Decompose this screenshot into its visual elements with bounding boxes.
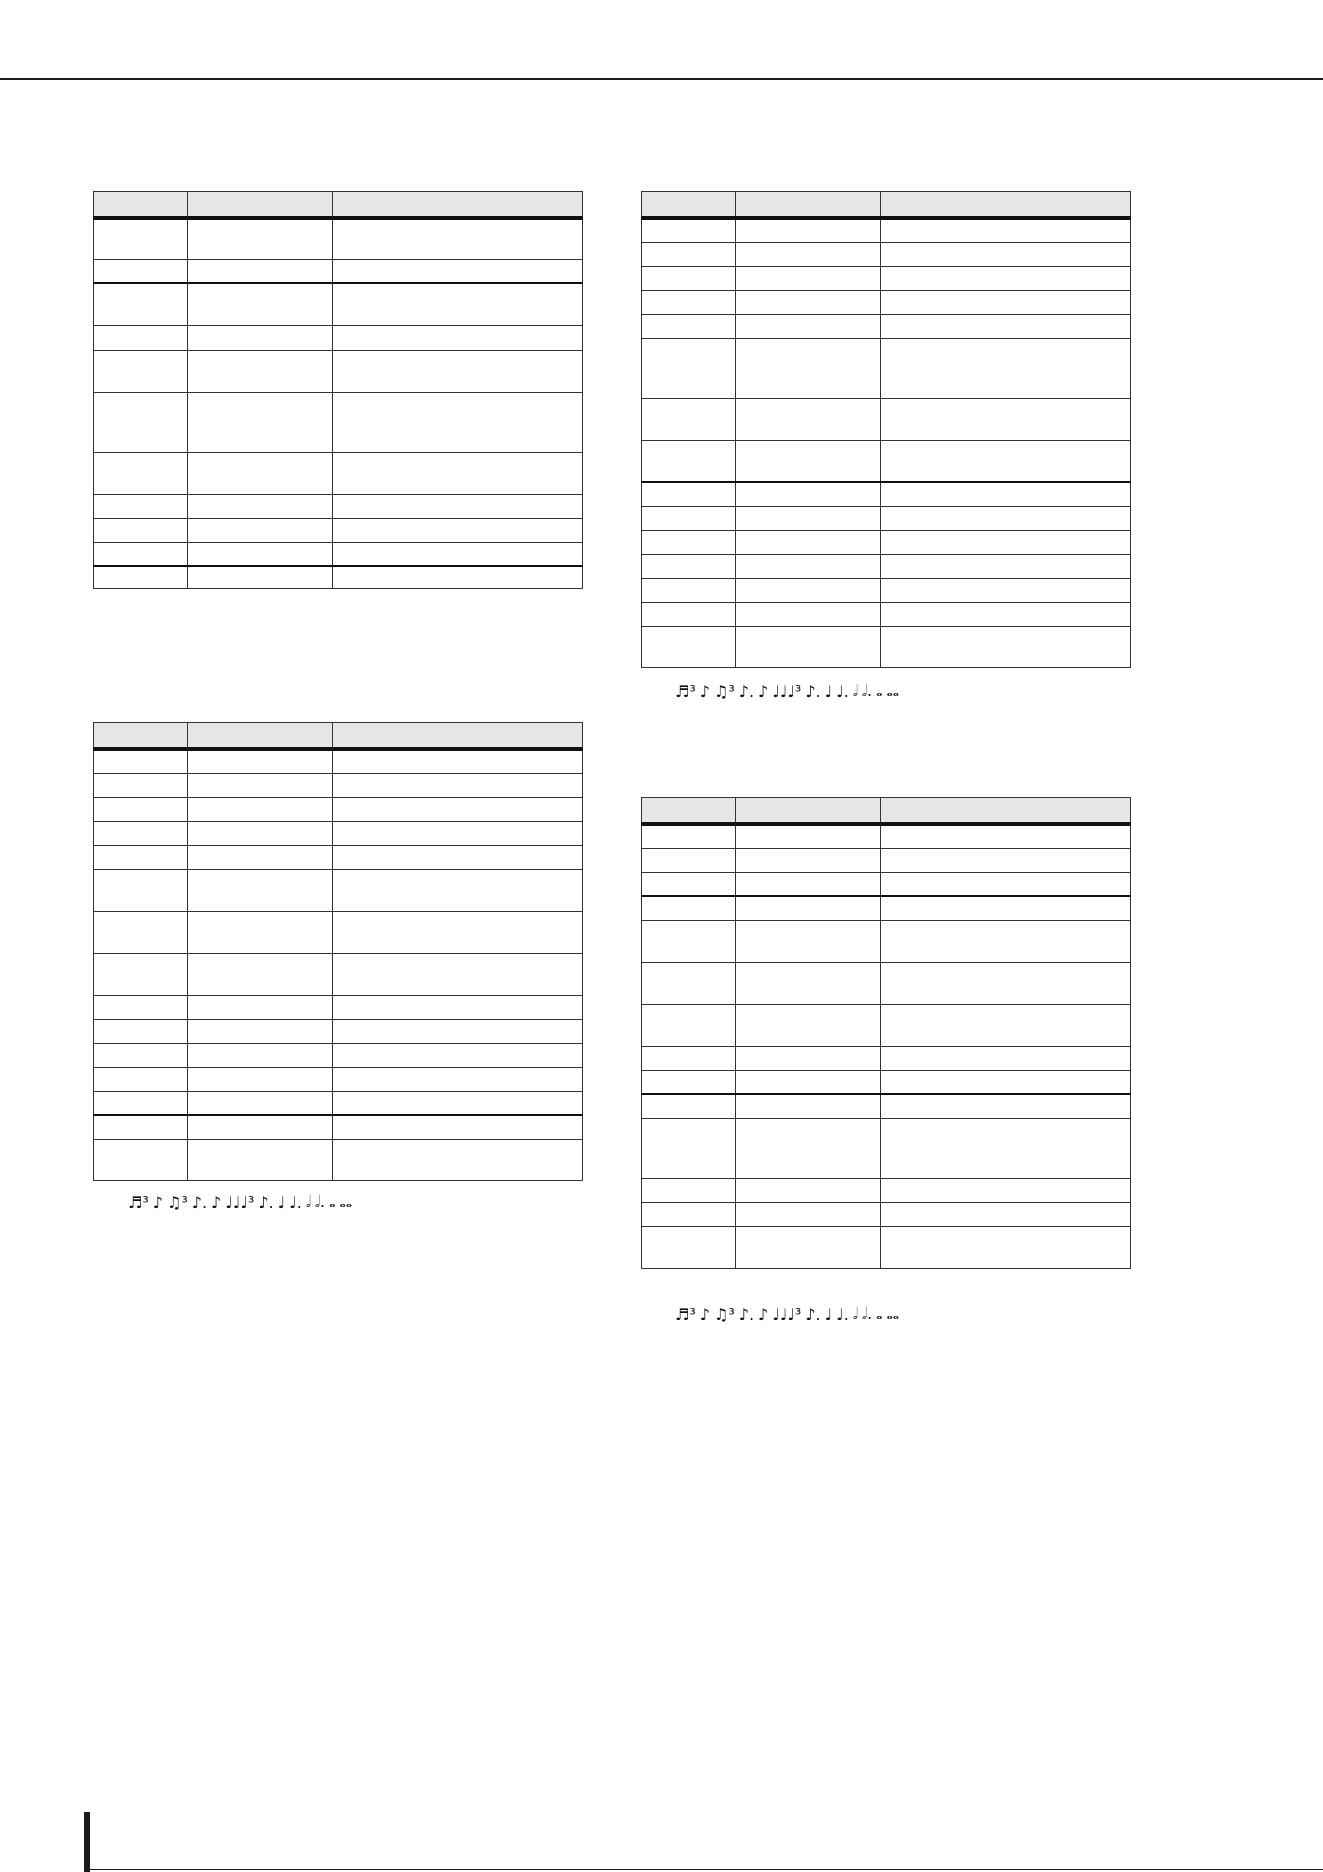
note-value-legend bbox=[128, 1190, 352, 1214]
note-value-icon: ♩♩♩³ bbox=[772, 1304, 802, 1324]
table-row bbox=[642, 242, 1131, 266]
table-row bbox=[642, 314, 1131, 338]
table-row bbox=[642, 266, 1131, 290]
table-row bbox=[642, 290, 1131, 314]
footer-rule bbox=[84, 1869, 1323, 1870]
table-row bbox=[94, 869, 583, 911]
note-sequence bbox=[675, 1304, 899, 1324]
note-value-icon: ♪. bbox=[805, 1304, 821, 1324]
note-value-icon: 𝅝𝅝 bbox=[886, 1304, 900, 1323]
header-cell bbox=[736, 192, 881, 219]
note-value-icon: 𝅝 bbox=[329, 1192, 336, 1211]
table-row bbox=[94, 1043, 583, 1067]
table-row bbox=[94, 350, 583, 392]
table-row bbox=[642, 1070, 1131, 1094]
table-row bbox=[642, 440, 1131, 482]
parameter-table-1 bbox=[93, 191, 583, 589]
table-row bbox=[94, 1115, 583, 1139]
header-cell bbox=[642, 798, 736, 825]
note-value-icon: 𝅝 bbox=[876, 1304, 883, 1323]
page-edge-bar bbox=[84, 1812, 90, 1872]
note-value-icon: ♫³ bbox=[713, 681, 735, 701]
table-row bbox=[642, 482, 1131, 506]
table-row bbox=[94, 749, 583, 773]
table-row bbox=[94, 1139, 583, 1180]
table-row bbox=[642, 896, 1131, 920]
table-row bbox=[642, 920, 1131, 962]
table-row bbox=[642, 506, 1131, 530]
header-cell bbox=[94, 723, 188, 750]
table-row bbox=[642, 338, 1131, 398]
table-row bbox=[94, 392, 583, 452]
note-value-icon: 𝅝𝅝 bbox=[339, 1192, 353, 1211]
table-row bbox=[642, 1202, 1131, 1226]
note-value-legend bbox=[675, 679, 899, 703]
table-row bbox=[94, 452, 583, 494]
parameter-table-3 bbox=[641, 191, 1131, 668]
note-sequence bbox=[675, 681, 899, 701]
header-cell bbox=[188, 723, 333, 750]
table-row bbox=[642, 1118, 1131, 1178]
note-value-icon: ♪ bbox=[699, 1304, 710, 1324]
table-row bbox=[642, 1046, 1131, 1070]
note-value-icon: ♪ bbox=[758, 681, 769, 701]
note-value-icon: ♩♩♩³ bbox=[225, 1192, 255, 1212]
note-value-icon: ♪. bbox=[191, 1192, 208, 1212]
header-cell bbox=[736, 798, 881, 825]
table-row bbox=[642, 1178, 1131, 1202]
table-row bbox=[642, 626, 1131, 667]
table-row bbox=[642, 554, 1131, 578]
table-row bbox=[94, 821, 583, 845]
note-value-icon: ♫³ bbox=[713, 1304, 735, 1324]
note-value-icon: ♫³ bbox=[166, 1192, 188, 1212]
table-header bbox=[642, 798, 1131, 825]
table-row bbox=[94, 542, 583, 566]
table-row bbox=[94, 259, 583, 283]
table-row bbox=[94, 325, 583, 350]
note-value-icon: ♪. bbox=[258, 1192, 274, 1212]
table-row bbox=[94, 1067, 583, 1091]
header-cell bbox=[333, 192, 583, 219]
note-value-legend bbox=[675, 1302, 899, 1326]
table-row bbox=[94, 773, 583, 797]
table-row bbox=[642, 530, 1131, 554]
note-value-icon: ♩ bbox=[824, 1304, 833, 1324]
header-cell bbox=[333, 723, 583, 750]
note-value-icon: ♩. bbox=[836, 681, 849, 701]
note-sequence bbox=[128, 1192, 352, 1212]
table-row bbox=[642, 218, 1131, 242]
table-header bbox=[94, 723, 583, 750]
table-row bbox=[642, 962, 1131, 1004]
note-value-icon: ♪. bbox=[805, 681, 821, 701]
note-value-icon: ♬³ bbox=[675, 681, 696, 701]
note-value-icon: 𝅗𝅥 bbox=[852, 1304, 858, 1323]
note-value-icon: 𝅗𝅥. bbox=[861, 1304, 873, 1323]
note-value-icon: ♩ bbox=[277, 1192, 286, 1212]
note-value-icon: 𝅗𝅥. bbox=[861, 681, 873, 700]
note-value-icon: ♬³ bbox=[128, 1192, 149, 1212]
note-value-icon: ♪. bbox=[738, 1304, 755, 1324]
parameter-table-4 bbox=[641, 797, 1131, 1269]
note-value-icon: 𝅝 bbox=[876, 681, 883, 700]
table-row bbox=[642, 872, 1131, 896]
note-value-icon: ♩ bbox=[824, 681, 833, 701]
table-row bbox=[642, 1226, 1131, 1268]
header-cell bbox=[642, 192, 736, 219]
note-value-icon: ♪ bbox=[758, 1304, 769, 1324]
table-row bbox=[94, 218, 583, 259]
table-row bbox=[94, 1019, 583, 1043]
table-row bbox=[642, 1004, 1131, 1046]
table-row bbox=[94, 845, 583, 869]
table-row bbox=[94, 518, 583, 542]
note-value-icon: ♩. bbox=[289, 1192, 302, 1212]
table-row bbox=[642, 398, 1131, 440]
table-row bbox=[94, 1091, 583, 1115]
header-cell bbox=[94, 192, 188, 219]
note-value-icon: ♬³ bbox=[675, 1304, 696, 1324]
note-value-icon: ♪ bbox=[699, 681, 710, 701]
table-row bbox=[94, 797, 583, 821]
table-row bbox=[94, 566, 583, 588]
header-cell bbox=[188, 192, 333, 219]
table-row bbox=[94, 283, 583, 325]
table-row bbox=[94, 953, 583, 995]
header-rule bbox=[0, 78, 1323, 80]
note-value-icon: ♪ bbox=[152, 1192, 163, 1212]
note-value-icon: ♪ bbox=[211, 1192, 222, 1212]
table-header bbox=[642, 192, 1131, 219]
table-row bbox=[94, 911, 583, 953]
note-value-icon: ♩. bbox=[836, 1304, 849, 1324]
header-cell bbox=[881, 798, 1131, 825]
note-value-icon: 𝅝𝅝 bbox=[886, 681, 900, 700]
table-row bbox=[642, 848, 1131, 872]
note-value-icon: ♩♩♩³ bbox=[772, 681, 802, 701]
table-row bbox=[642, 578, 1131, 602]
note-value-icon: ♪. bbox=[738, 681, 755, 701]
note-value-icon: 𝅗𝅥. bbox=[314, 1192, 326, 1211]
table-header bbox=[94, 192, 583, 219]
note-value-icon: 𝅗𝅥 bbox=[852, 681, 858, 700]
note-value-icon: 𝅗𝅥 bbox=[305, 1192, 311, 1211]
header-cell bbox=[881, 192, 1131, 219]
table-row bbox=[642, 602, 1131, 626]
table-row bbox=[642, 824, 1131, 848]
table-row bbox=[94, 494, 583, 518]
table-row bbox=[642, 1094, 1131, 1118]
parameter-table-2 bbox=[93, 722, 583, 1181]
table-row bbox=[94, 995, 583, 1019]
